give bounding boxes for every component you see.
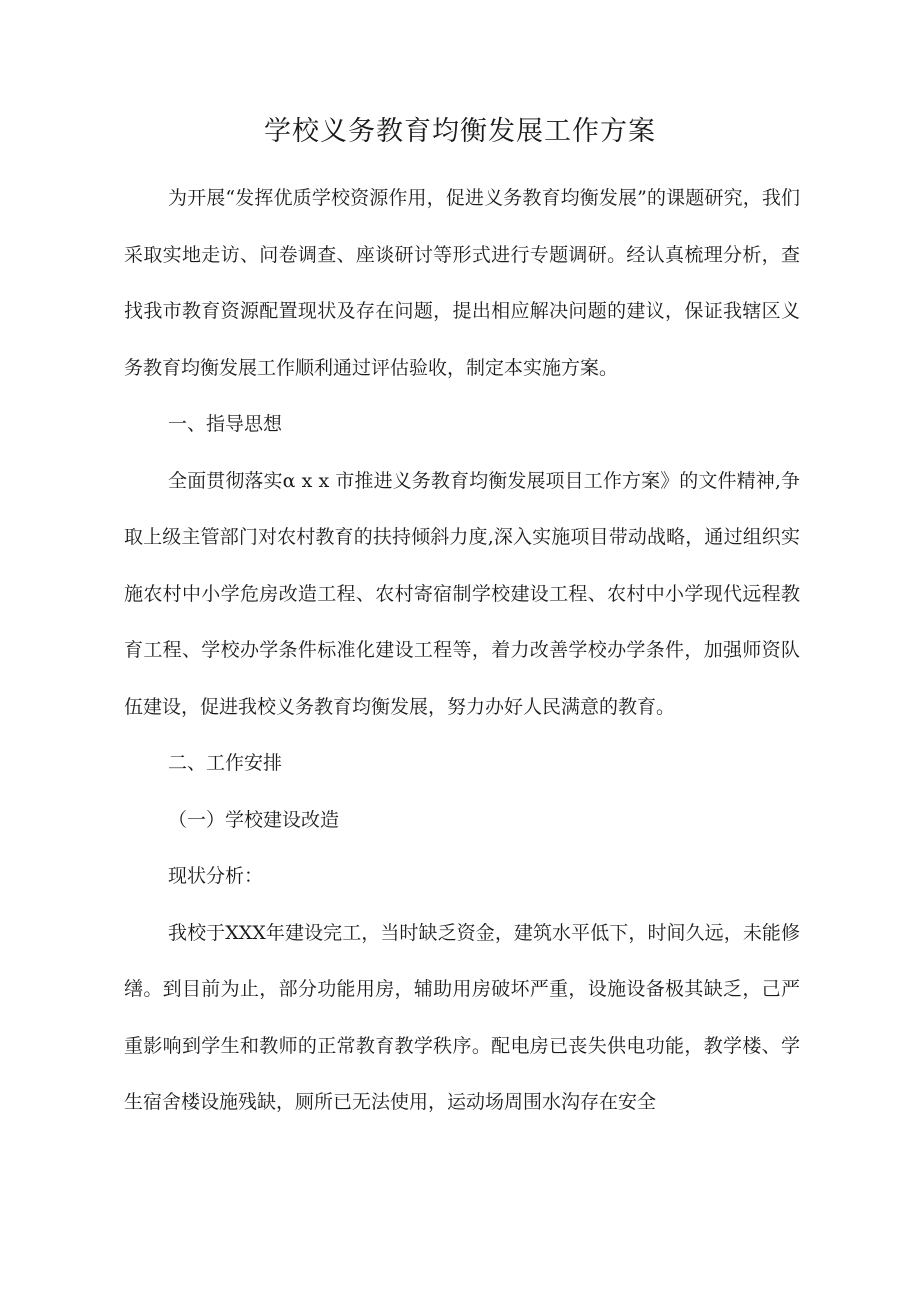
document-body [124,170,800,1131]
subsection-heading-school-construction: （一）学校建设改造 [168,808,340,831]
paragraph-guiding-ideology: 全面贯彻落实α x x 市推进义务教育均衡发展项目工作方案》的文件精神,争取上级主管部门对农村教育的扶持倾斜力度,深入实施项目带动战略，通过组织实施农村中小学危房改造工程、农村寄宿制学校建设工程、农村中小学现代远程教育工程、学校办学条件标准化建设工程等，着力改善学校办学条件，加强师资队伍建设，促进我校义务教育均衡发展，努力办好人民满意的教育。 [124,469,800,718]
paragraph-status-analysis: 我校于XXX年建设完工，当时缺乏资金，建筑水平低下，时间久远，未能修缮。到目前为止，部分功能用房，辅助用房破坏严重，设施设备极其缺乏，己严重影响到学生和教师的正常教育教学秩序。配电房已丧失供电功能，教学楼、学生宿舍楼设施残缺，厕所已无法使用，运动场周围水沟存在安全 [124,921,800,1113]
paragraph-intro: 为开展“发挥优质学校资源作用，促进义务教育均衡发展”的课题研究，我们采取实地走访、问卷调查、座谈研讨等形式进行专题调研。经认真梳理分析，查找我市教育资源配置现状及存在问题，提出相应解决问题的建议，保证我辖区义务教育均衡发展工作顺利通过评估验收，制定本实施方案。 [124,187,800,379]
label-status-analysis: 现状分析： [168,865,264,887]
section-heading-work-arrangement: 二、工作安排 [168,752,283,774]
section-heading-guiding-ideology: 一、指导思想 [168,413,283,435]
document-title: 学校义务教育均衡发展工作方案 [264,116,656,147]
